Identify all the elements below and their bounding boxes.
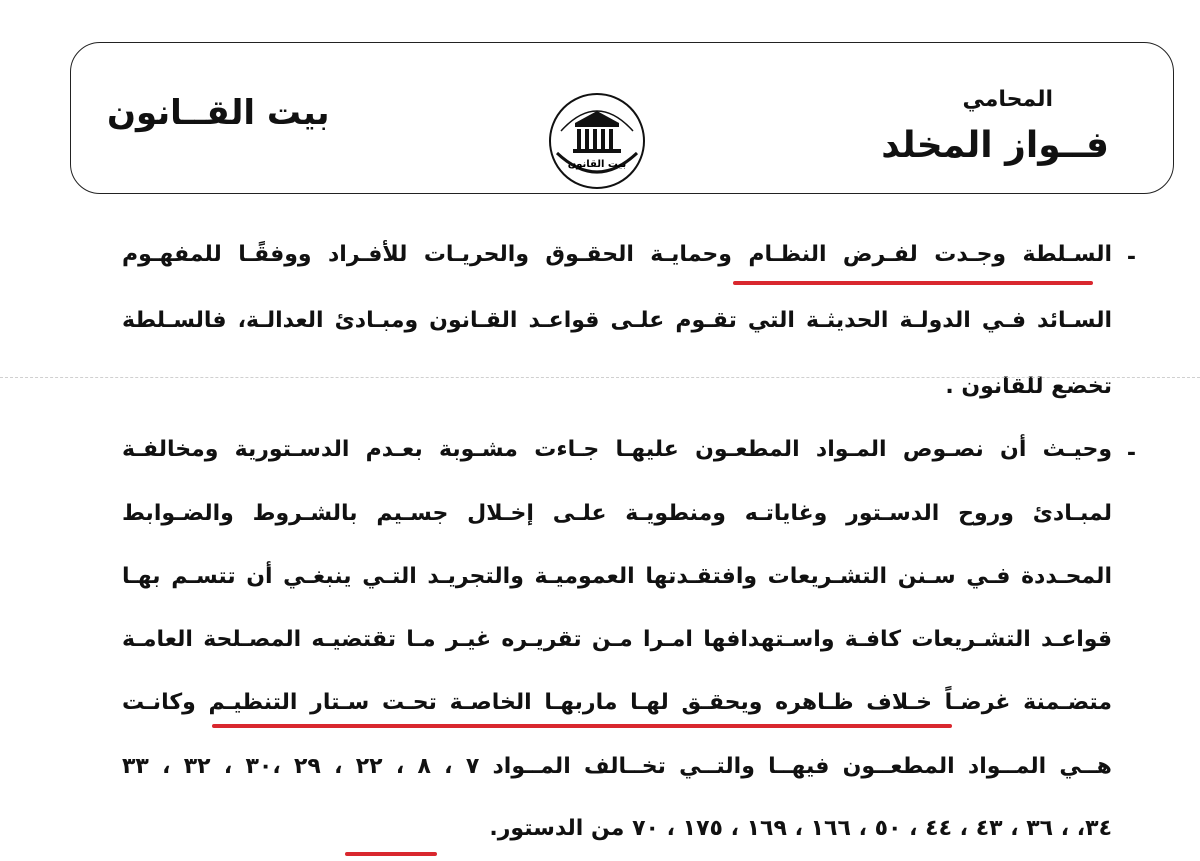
red-underline-3 bbox=[345, 852, 437, 856]
paragraph-2-line-2: لمبـادئ وروح الدسـتور وغاياتـه ومنطويـة علـى إخـلال جسـيم بالشـروط والضـوابط bbox=[122, 501, 1112, 526]
logo-label: بيت القانون bbox=[567, 159, 627, 170]
paragraph-2-line-3: المحـددة فـي سـنن التشـريعات وافتقـدتها العموميـة والتجريـد التـي ينبغـي أن تتسـم بهـا bbox=[122, 564, 1112, 589]
paragraph-1-line-3: تخضع للقانون . bbox=[945, 374, 1112, 399]
red-underline-2 bbox=[212, 724, 952, 728]
paragraph-2-line-1: وحيـث أن نصـوص المـواد المطعـون عليهـا جـاءت مشـوبة بعـدم الدسـتورية ومخالفـة bbox=[122, 437, 1112, 462]
lawyer-title: المحامي bbox=[962, 87, 1053, 112]
paragraph-1-line-2: السـائد فـي الدولـة الحديثـة التي تقـوم علـى قواعـد القـانون ومبـادئ العدالـة، فالسـلطة bbox=[122, 308, 1112, 333]
letterhead-box bbox=[70, 42, 1174, 194]
paragraph-2-line-4: قواعـد التشـريعات كافـة واسـتهدافها امـرا مـن تقريـره غيـر مـا تقتضيـه المصـلحة العامـة bbox=[122, 627, 1112, 652]
paragraph-2-line-5: متضـمنة غرضـاً خـلاف ظـاهره ويحقـق لهـا ماربهـا الخاصـة تحـت سـتار التنظيـم وكانـت bbox=[122, 690, 1112, 715]
lawyer-name: فــواز المخلد bbox=[881, 125, 1109, 166]
firm-name: بيت القــانون bbox=[107, 93, 330, 133]
paragraph-1-line-1: السـلطة وجـدت لفـرض النظـام وحمايـة الحقـوق والحريـات للأفـراد ووفقًـا للمفهـوم bbox=[122, 242, 1112, 267]
scan-artifact-line bbox=[0, 377, 1200, 378]
bullet-1: - bbox=[1126, 245, 1136, 270]
firm-logo-icon bbox=[547, 91, 647, 191]
bullet-2: - bbox=[1126, 441, 1136, 466]
paragraph-2-line-7: ٣٤، ، ٣٦ ، ٤٣ ، ٤٤ ، ٥٠ ، ١٦٦ ، ١٦٩ ، ١٧٥ ، ٧٠ من الدستور. bbox=[489, 816, 1112, 841]
red-underline-1 bbox=[733, 281, 1093, 285]
paragraph-2-line-6: هــي المــواد المطعــون فيهــا والتــي تخــالف المــواد ٧ ، ٨ ، ٢٢ ، ٢٩ ،٣٠ ، ٣٢ ، ٣٣ bbox=[122, 754, 1112, 779]
